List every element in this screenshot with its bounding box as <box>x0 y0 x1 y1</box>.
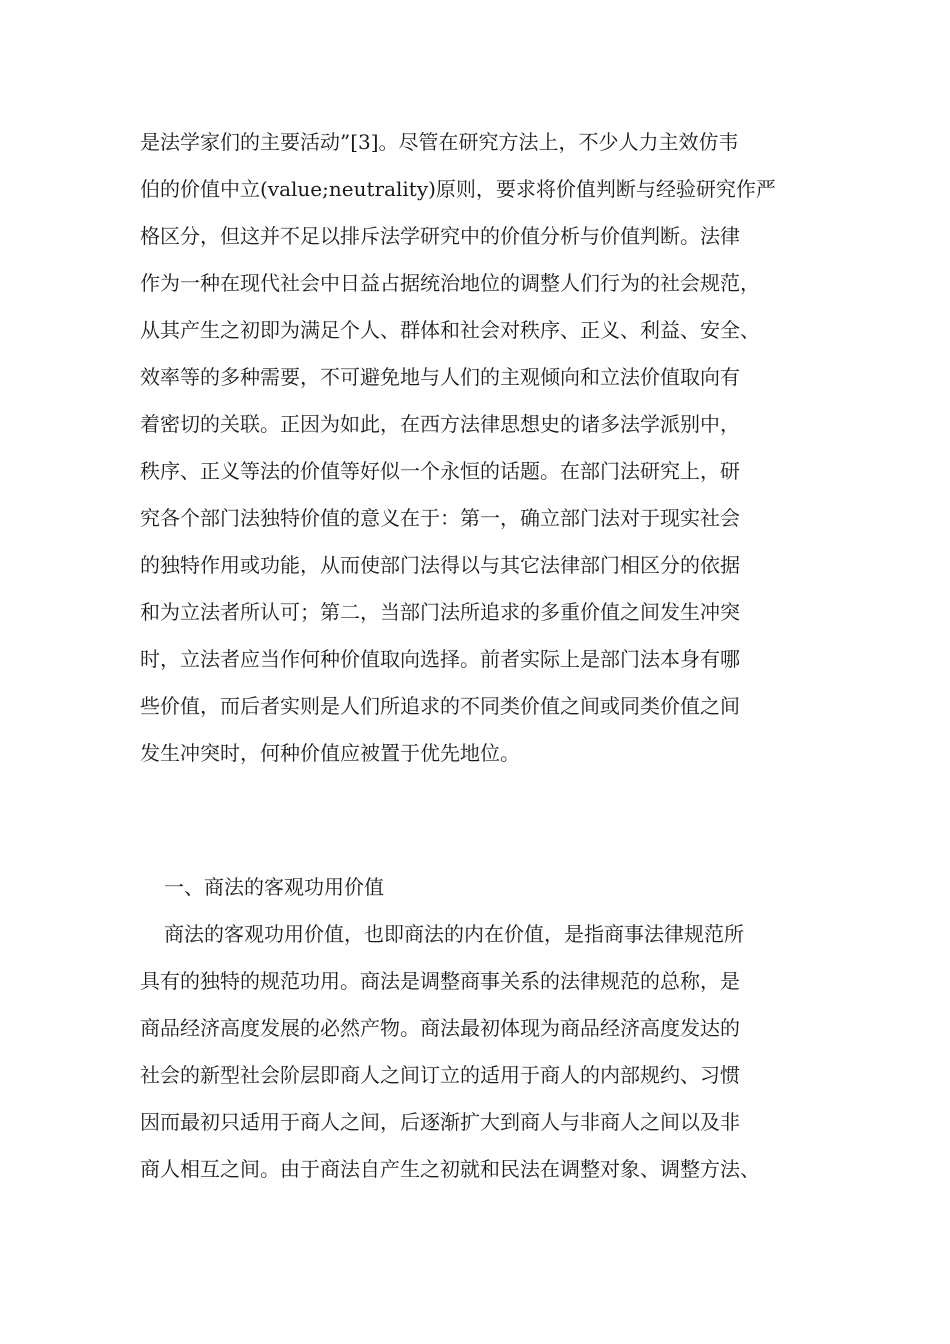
paragraph-line: 商法的客观功用价值，也即商法的内在价值，是指商事法律规范所 <box>164 922 744 946</box>
section-heading-text: 一、商法的客观功用价值 <box>164 875 384 899</box>
paragraph-line: 的独特作用或功能，从而使部门法得以与其它法律部门相区分的依据 <box>140 553 740 577</box>
paragraph-line: 秩序、正义等法的价值等好似一个永恒的话题。在部门法研究上，研 <box>140 459 740 483</box>
paragraph-line: 发生冲突时，何种价值应被置于优先地位。 <box>140 741 520 765</box>
paragraph-line: 究各个部门法独特价值的意义在于：第一，确立部门法对于现实社会 <box>140 506 740 530</box>
paragraph-line: 商人相互之间。由于商法自产生之初就和民法在调整对象、调整方法、 <box>140 1157 760 1181</box>
paragraph-line: 从其产生之初即为满足个人、群体和社会对秩序、正义、利益、安全、 <box>140 318 760 342</box>
paragraph-line: 格区分，但这并不足以排斥法学研究中的价值分析与价值判断。法律 <box>140 224 740 248</box>
paragraph-line: 因而最初只适用于商人之间，后逐渐扩大到商人与非商人之间以及非 <box>140 1110 740 1134</box>
paragraph-line: 些价值，而后者实则是人们所追求的不同类价值之间或同类价值之间 <box>140 694 740 718</box>
paragraph-line: 作为一种在现代社会中日益占据统治地位的调整人们行为的社会规范， <box>140 271 760 295</box>
paragraph-line: 具有的独特的规范功用。商法是调整商事关系的法律规范的总称，是 <box>140 969 740 993</box>
paragraph-line: 和为立法者所认可；第二，当部门法所追求的多重价值之间发生冲突 <box>140 600 740 624</box>
body-paragraph-2 <box>140 911 840 1193</box>
section-heading <box>140 864 840 911</box>
body-paragraph-1 <box>140 119 840 777</box>
paragraph-line: 效率等的多种需要，不可避免地与人们的主观倾向和立法价值取向有 <box>140 365 740 389</box>
paragraph-line: 时，立法者应当作何种价值取向选择。前者实际上是部门法本身有哪 <box>140 647 740 671</box>
paragraph-line: 伯的价值中立(value;neutrality)原则，要求将价值判断与经验研究作严 <box>140 177 776 201</box>
paragraph-line: 社会的新型社会阶层即商人之间订立的适用于商人的内部规约、习惯 <box>140 1063 740 1087</box>
paragraph-line: 商品经济高度发展的必然产物。商法最初体现为商品经济高度发达的 <box>140 1016 740 1040</box>
paragraph-line: 着密切的关联。正因为如此，在西方法律思想史的诸多法学派别中， <box>140 412 740 436</box>
paragraph-line: 是法学家们的主要活动”[3]。尽管在研究方法上，不少人力主效仿韦 <box>140 130 739 154</box>
